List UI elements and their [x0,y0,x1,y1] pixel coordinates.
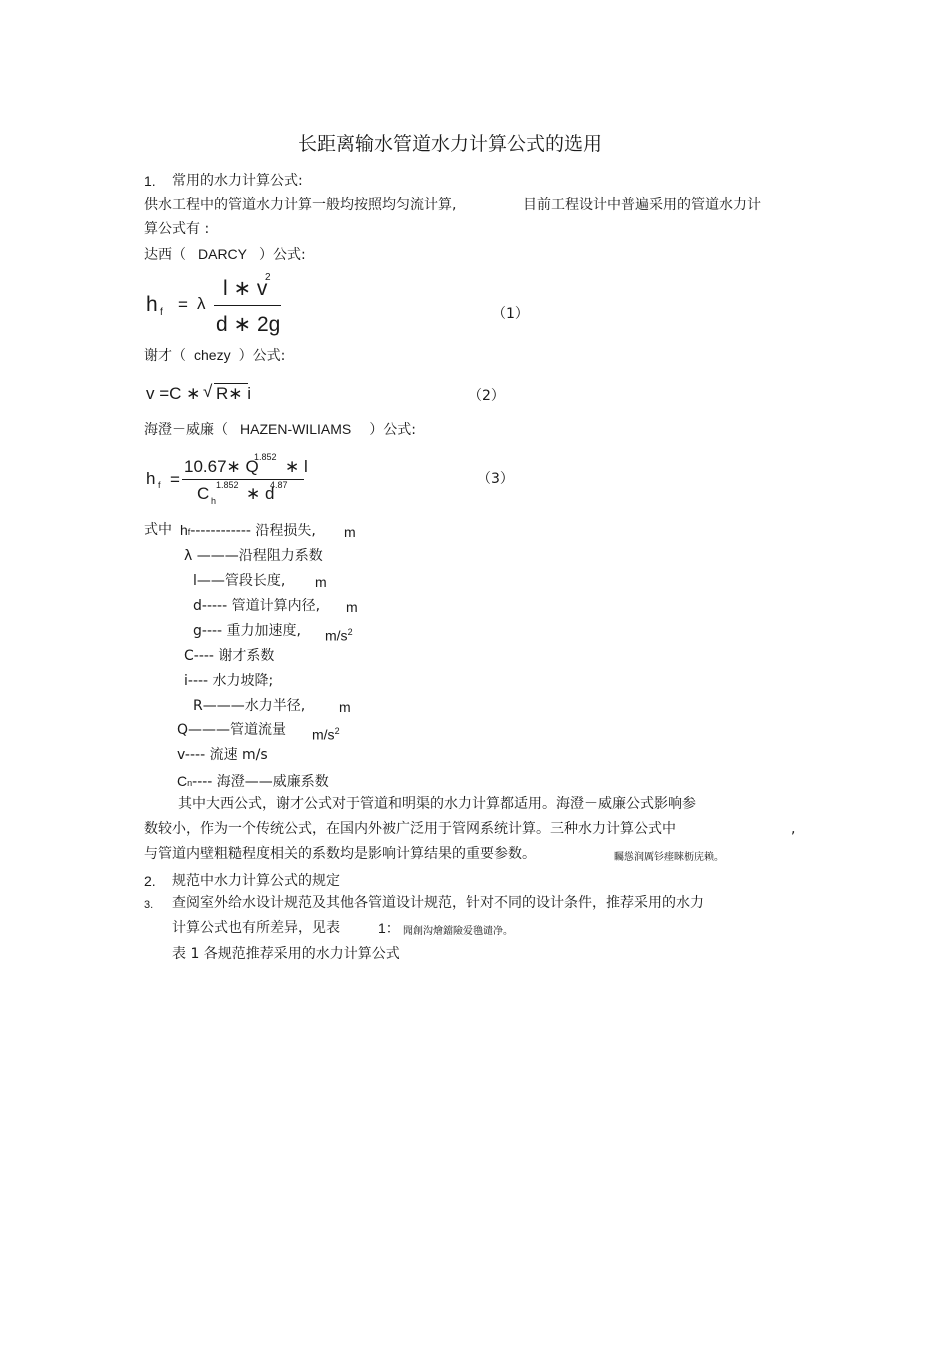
eq3-h: h [146,469,156,488]
eq1-numerator: l ∗ v [223,277,268,300]
paragraph-line-3: 与管道内壁粗糙程度相关的系数均是影响计算结果的重要参数。 [144,846,536,862]
paragraph-line-1: 其中大西公式，谢才公式对于管道和明渠的水力计算都适用。海澄－威廉公式影响参 [178,796,696,812]
def-g-unit: $m/s^2$ [325,627,353,644]
paragraph-line-2: 数较小，作为一个传统公式，在国内外被广泛用于管网系统计算。三种水力计算公式中 [144,821,676,837]
section-3-table-ref: 1： [378,920,400,936]
section-3-number: 3. [144,899,154,911]
eq2-sqrt-sign: √ [203,382,213,401]
eq2-number: （2） [468,388,505,404]
eq3-number: （3） [477,471,514,487]
paragraph-line-3-noise: 矚慫润厲钐瘗睞枥庑赖。 [614,852,724,863]
def-d: d----- 管道计算内径, [193,598,321,614]
def-R-unit: m [339,699,351,715]
eq3-exponent-q: 1.852 [254,452,277,462]
eq3-sub-f: f [158,480,161,490]
eq1-h: h [146,293,158,316]
def-l: l——管段长度, [193,573,286,589]
section-3-line-1: 查阅室外给水设计规范及其他各管道设计规范，针对不同的设计条件，推荐采用的水力 [172,895,704,911]
section-2-number: 2. [144,873,156,889]
section-2-heading: 规范中水力计算公式的规定 [172,873,340,889]
hazen-williams-label: 海澄－威廉（ HAZEN-WILIAMS ）公式: [144,421,416,438]
eq2-radicand: R∗ i [216,384,252,403]
def-Q: Q———管道流量 [177,722,287,738]
eq3-equals: = [170,470,180,489]
section-3-line-2: 计算公式也有所差异，见表 [172,920,340,936]
eq3-numerator: 10.67∗ Q [184,457,259,476]
eq1-sub-f: f [160,307,163,318]
eq2-lhs: v =C ∗ [146,384,201,403]
def-C: C---- 谢才系数 [184,648,275,664]
darcy-label: 达西（ DARCY ）公式: [144,246,306,263]
def-lambda: λ ———沿程阻力系数 [184,548,323,564]
intro-text-b: 目前工程设计中普遍采用的管道水力计 [523,197,761,213]
def-d-unit: m [346,599,358,615]
eq1-equals: = [178,295,188,314]
eq1-exponent: 2 [265,272,271,283]
eq3-exponent-d: 4.87 [270,480,288,490]
paragraph-line-2-comma: , [791,821,796,837]
section-1-heading: 常用的水力计算公式: [172,173,303,189]
def-i: i---- 水力坡降; [184,673,274,689]
eq3-numerator-tail: ∗ l [285,457,308,476]
chezy-label: 谢才（ chezy ）公式: [144,347,286,364]
eq3-d: ∗ d [246,484,275,503]
def-v: v---- 流速 m/s [177,747,268,763]
def-hf: hf------------ 沿程损失, [180,522,316,539]
eq1-lambda: λ [197,294,206,313]
page-title: 长距离输水管道水力计算公式的选用 [298,133,603,155]
section-3-line-2-noise: 聞創沟燴鐺險爱氇谴净。 [403,926,513,937]
def-Cn: Cn---- 海澄——威廉系数 [177,773,329,790]
def-Q-unit: $m/s^2$ [312,726,340,743]
intro-text-a: 供水工程中的管道水力计算一般均按照均匀流计算, [144,197,457,213]
definitions-intro: 式中 [144,522,172,538]
def-g: g---- 重力加速度, [193,623,301,639]
table-caption: 表 1 各规范推荐采用的水力计算公式 [172,946,400,962]
eq3-sub-h: h [211,496,217,506]
section-1-number: 1. [144,173,156,189]
def-hf-unit: m [344,524,356,540]
eq3-exponent-c: 1.852 [216,480,239,490]
eq1-denominator: d ∗ 2g [216,313,281,336]
eq1-number: （1） [492,306,529,322]
eq1-fraction-bar [214,305,281,306]
eq3-c: C [197,484,210,503]
def-l-unit: m [315,574,327,590]
def-R: R———水力半径, [193,698,306,714]
intro-text-c: 算公式有 : [144,221,210,237]
